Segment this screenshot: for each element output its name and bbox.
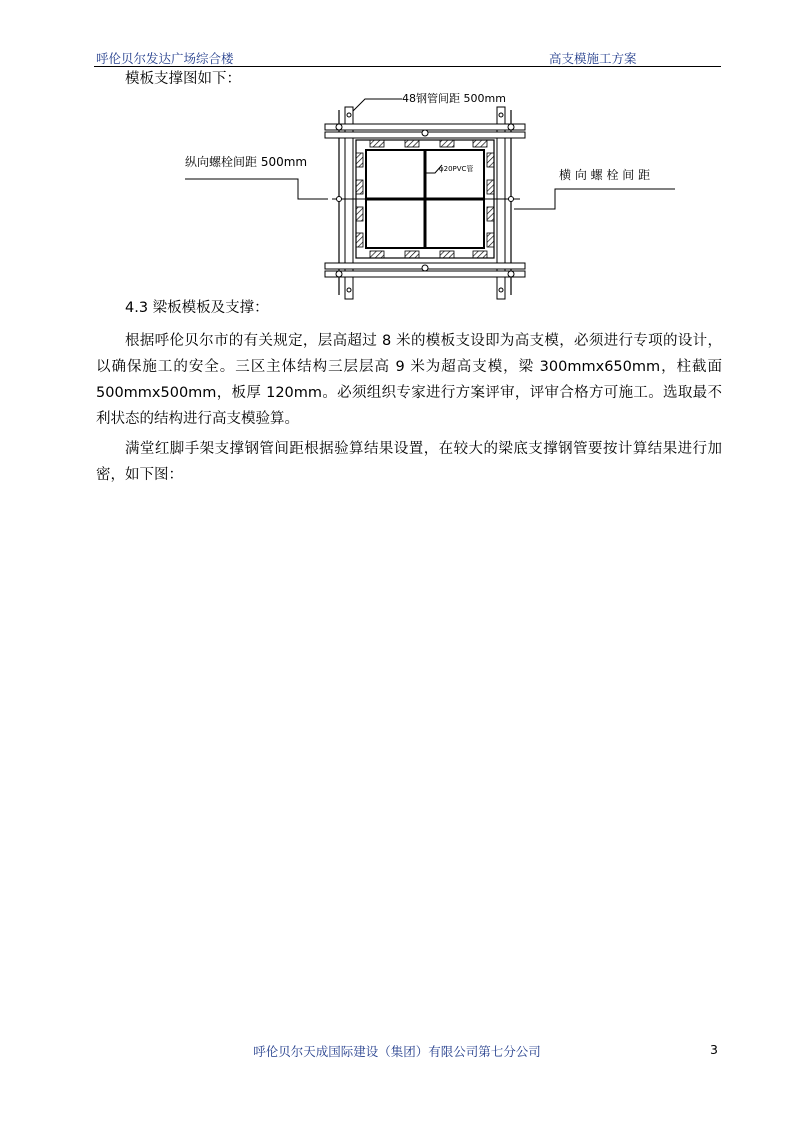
header-project-name: 呼伦贝尔发达广场综合楼 bbox=[96, 51, 234, 66]
paragraph-scaffold-spacing: 满堂红脚手架支撑钢管间距根据验算结果设置，在较大的梁底支撑钢管要按计算结果进行加密，如下图： bbox=[96, 441, 722, 483]
intro-line: 模板支撑图如下： bbox=[125, 71, 241, 87]
label-transverse-bolt-spacing: 横 向 螺 栓 间 距 bbox=[559, 168, 651, 182]
header-document-title: 高支模施工方案 bbox=[549, 51, 637, 66]
section-heading: 4.3 梁板模板及支撑： bbox=[125, 300, 269, 316]
paragraph-regulations: 根据呼伦贝尔市的有关规定，层高超过 8 米的模板支设即为高支模，必须进行专项的设计，以确保施工的安全。三区主体结构三层层高 9 米为超高支模，梁 300mmx650mm，柱截面 500mmx500mm，板厚 120mm。必须组织专家进行方案评审，评审合格方可施工。选取最不利状态的结构进行高支模验算。 bbox=[96, 333, 722, 427]
label-tube-spacing: 48钢管间距 500mm bbox=[402, 92, 506, 105]
leader-lines bbox=[185, 99, 675, 209]
label-pvc-pipe: φ20PVC管 bbox=[439, 165, 474, 173]
header-rule bbox=[94, 66, 721, 67]
formwork-support-diagram bbox=[180, 85, 700, 300]
footer-company: 呼伦贝尔天成国际建设（集团）有限公司第七分公司 bbox=[253, 1044, 541, 1059]
page-number: 3 bbox=[710, 1042, 718, 1057]
label-longitudinal-bolt-spacing: 纵向螺栓间距 500mm bbox=[185, 155, 308, 169]
